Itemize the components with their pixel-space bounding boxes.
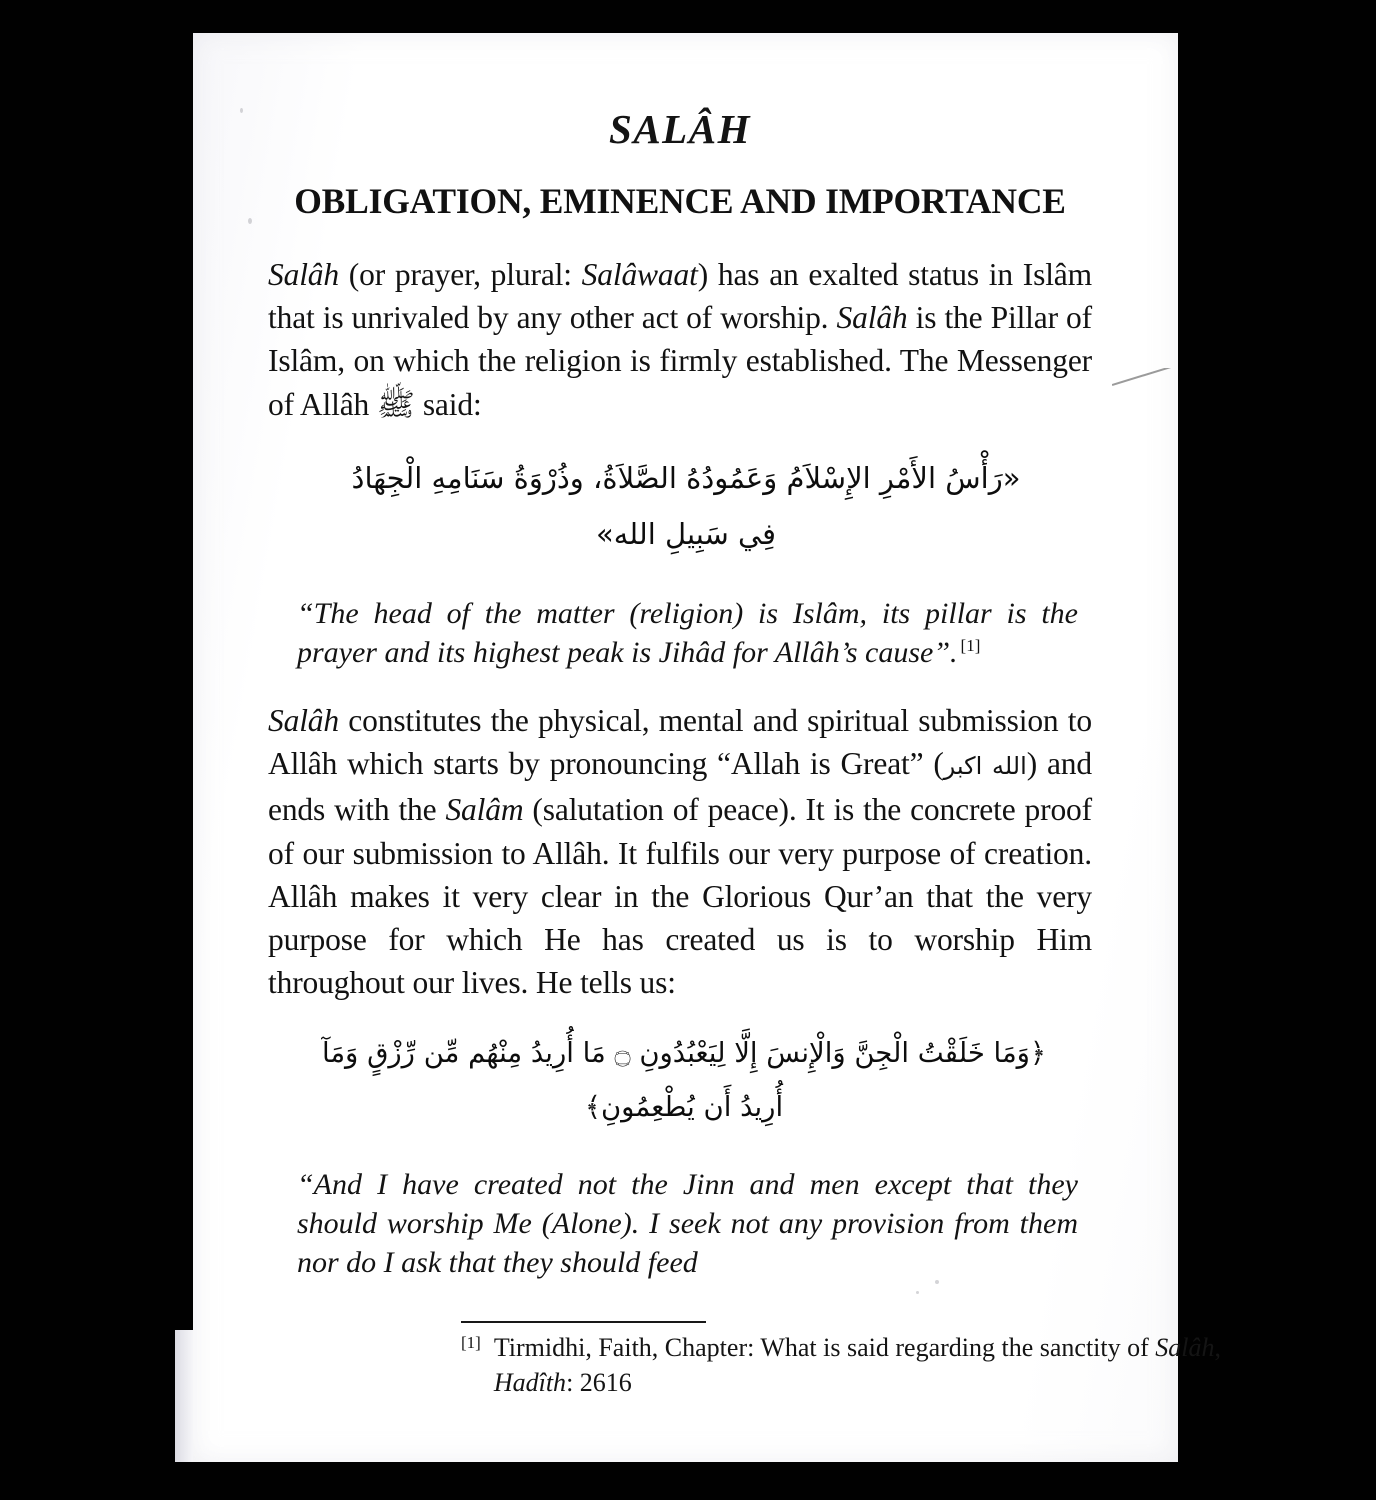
text-run: , bbox=[1214, 1333, 1222, 1362]
scan-speck bbox=[248, 218, 252, 224]
stray-pencil-mark bbox=[1112, 368, 1184, 390]
emphasised-term: Salâh bbox=[836, 300, 908, 336]
hadith-translation bbox=[268, 563, 1092, 672]
hadith-translation-text: “The head of the matter (religion) is Islâm, its pillar is the prayer and its highest peak is Jihâd for Allâh’s cause”. bbox=[297, 596, 1078, 669]
footnote-marker: [1] bbox=[461, 1333, 481, 1352]
footnote-section bbox=[461, 1321, 1291, 1400]
footnote-reference-marker[interactable]: [1] bbox=[960, 635, 981, 655]
emphasised-term: Salâh bbox=[268, 257, 340, 292]
emphasised-term: Hadîth bbox=[493, 1368, 567, 1397]
emphasised-term: Salâh bbox=[268, 702, 340, 738]
explanation-paragraph bbox=[268, 672, 1092, 1004]
quran-arabic-line-2: أُرِيدُ أَن يُطْعِمُونِ﴾ bbox=[584, 1090, 784, 1123]
text-run: Tirmidhi, Faith, Chapter: What is said regarding the sanctity of bbox=[493, 1333, 1156, 1362]
scan-speck bbox=[240, 108, 243, 113]
book-page-sheet bbox=[193, 33, 1222, 1462]
section-heading: OBLIGATION, EMINENCE AND IMPORTANCE bbox=[294, 181, 1066, 221]
footnote-separator-rule bbox=[461, 1321, 706, 1323]
text-run: (or prayer, plural: bbox=[339, 257, 582, 292]
salawat-glyph: ﷺ bbox=[376, 386, 415, 422]
footnote-entry bbox=[461, 1330, 1291, 1400]
page-text-column bbox=[268, 33, 1092, 1282]
hadith-arabic-line-1: «رَأْسُ الأَمْرِ الإِسْلاَمُ وَعَمُودُهُ الصَّلاَةُ، وذُرْوَةُ سَنَامِهِ الْجِهَادُ bbox=[351, 460, 1021, 495]
text-run: ) has an exalted status in Islâm that is unrivaled by any other act of worship. bbox=[268, 257, 1092, 336]
footnote-text bbox=[494, 1330, 1291, 1400]
emphasised-term: Salâh bbox=[1155, 1333, 1215, 1362]
intro-paragraph bbox=[268, 222, 1092, 426]
quran-translation: “And I have created not the Jinn and men except that they should worship Me (Alone). I seek not any provision from them nor do I ask that they should feed bbox=[297, 1167, 1078, 1279]
text-run: : 2616 bbox=[566, 1368, 632, 1397]
inline-arabic-text: الله اكبر bbox=[943, 752, 1027, 781]
quran-arabic-verse bbox=[268, 1004, 1092, 1134]
scan-speck bbox=[916, 1291, 919, 1294]
hadith-arabic-line-2: فِي سَبِيلِ الله» bbox=[595, 517, 777, 552]
text-run: ) and ends with the bbox=[268, 746, 1093, 828]
text-run: (salutation of peace). It is the concrete proof of our submission to Allâh. It fulfils our very purpose of creation. Allâh makes it very clear in the Glorious Qur’an that the very purpose for which He has created us is to worship Him throughout our lives. He tells us: bbox=[268, 792, 1092, 1001]
page-title: SALÂH bbox=[609, 106, 751, 152]
text-run: is the Pillar of Islâm, on which the religion is firmly established. The Messenger of Allâh bbox=[268, 300, 1092, 422]
text-run: constitutes the physical, mental and spiritual submission to Allâh which starts by pronouncing “Allah is Great” ( bbox=[268, 702, 1092, 782]
emphasised-term: Salâwaat bbox=[581, 257, 698, 292]
emphasised-term: Salâm bbox=[445, 792, 524, 828]
text-run: said: bbox=[414, 386, 482, 422]
hadith-arabic-quote bbox=[268, 426, 1092, 563]
quran-arabic-line-1: ﴿وَمَا خَلَقْتُ الْجِنَّ وَالْإِنسَ إِلَّا لِيَعْبُدُونِ ۝ مَا أُرِيدُ مِنْهُم مِّن رِّزْقٍ وَمَآ bbox=[321, 1037, 1047, 1070]
